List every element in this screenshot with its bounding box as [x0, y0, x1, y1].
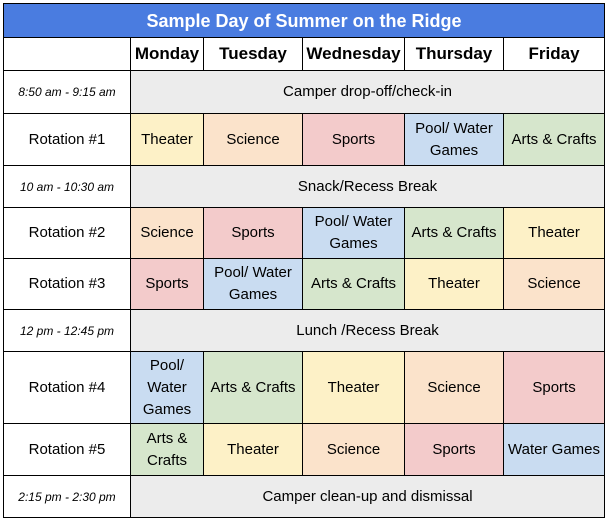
- day-header-thursday: Thursday: [405, 38, 504, 71]
- rotation-label: Rotation #1: [4, 114, 131, 166]
- time-label: 10 am - 10:30 am: [4, 166, 131, 208]
- activity-label: Theater: [528, 224, 580, 241]
- activity-label: Sports: [231, 224, 275, 241]
- activity-cell-wednesday: [303, 424, 405, 476]
- activity-label: Theater: [428, 275, 480, 292]
- activity-cell-thursday: [405, 352, 504, 424]
- title-row: [4, 4, 605, 38]
- activity-label: Arts & Crafts: [511, 130, 597, 148]
- activity-label: Theater: [141, 130, 193, 148]
- activity-cell-wednesday: [303, 208, 405, 259]
- activity-label: Sports: [331, 130, 376, 148]
- break-activity: Camper drop-off/check-in: [131, 71, 605, 114]
- activity-label: Theater: [327, 378, 380, 396]
- break-activity: Snack/Recess Break: [131, 166, 605, 208]
- day-header-wednesday: Wednesday: [303, 38, 405, 71]
- activity-cell-friday: [504, 208, 605, 259]
- activity-label: Arts & Crafts: [146, 429, 188, 469]
- time-label: 8:50 am - 9:15 am: [4, 71, 131, 114]
- schedule-table: [3, 3, 605, 518]
- rotation-row: [4, 259, 605, 310]
- schedule-title: Sample Day of Summer on the Ridge: [4, 4, 605, 38]
- time-label: 2:15 pm - 2:30 pm: [4, 476, 131, 518]
- break-row: [4, 71, 605, 114]
- activity-label: Science: [427, 378, 481, 396]
- activity-cell-monday: [131, 352, 204, 424]
- activity-cell-tuesday: [204, 424, 303, 476]
- activity-label: Sports: [145, 275, 189, 292]
- break-row: [4, 166, 605, 208]
- day-header-monday: Monday: [131, 38, 204, 71]
- rotation-row: [4, 424, 605, 476]
- activity-label: Science: [326, 440, 381, 458]
- time-label: 12 pm - 12:45 pm: [4, 310, 131, 352]
- schedule-body: [4, 71, 605, 518]
- activity-cell-friday: [504, 352, 605, 424]
- break-activity: Camper clean-up and dismissal: [131, 476, 605, 518]
- activity-cell-wednesday: [303, 259, 405, 310]
- rotation-label: Rotation #2: [4, 208, 131, 259]
- day-header-tuesday: Tuesday: [204, 38, 303, 71]
- break-row: [4, 476, 605, 518]
- activity-cell-tuesday: [204, 114, 303, 166]
- activity-label: Theater: [227, 440, 279, 458]
- activity-cell-monday: [131, 114, 204, 166]
- activity-cell-thursday: [405, 424, 504, 476]
- activity-cell-wednesday: [303, 114, 405, 166]
- activity-label: Sports: [432, 440, 476, 458]
- activity-label: Science: [527, 275, 581, 292]
- activity-label: Arts & Crafts: [411, 224, 497, 241]
- activity-label: Pool/ Water Games: [415, 119, 493, 159]
- activity-cell-thursday: [405, 114, 504, 166]
- activity-cell-tuesday: [204, 208, 303, 259]
- day-header-friday: Friday: [504, 38, 605, 71]
- activity-cell-friday: [504, 424, 605, 476]
- activity-label: Sports: [532, 378, 576, 396]
- activity-cell-monday: [131, 208, 204, 259]
- activity-label: Arts & Crafts: [310, 275, 396, 292]
- activity-cell-tuesday: [204, 352, 303, 424]
- corner-cell: [4, 38, 131, 71]
- activity-cell-monday: [131, 424, 204, 476]
- activity-cell-friday: [504, 259, 605, 310]
- rotation-label: Rotation #5: [4, 424, 131, 476]
- activity-label: Science: [140, 224, 194, 241]
- activity-cell-thursday: [405, 208, 504, 259]
- activity-label: Pool/ Water Games: [214, 264, 292, 303]
- day-header-row: [4, 38, 605, 71]
- activity-label: Arts & Crafts: [210, 378, 296, 396]
- break-activity: Lunch /Recess Break: [131, 310, 605, 352]
- activity-cell-tuesday: [204, 259, 303, 310]
- activity-label: Water Games: [508, 440, 601, 458]
- activity-cell-wednesday: [303, 352, 405, 424]
- rotation-row: [4, 114, 605, 166]
- rotation-row: [4, 208, 605, 259]
- activity-label: Science: [226, 130, 280, 148]
- break-row: [4, 310, 605, 352]
- rotation-row: [4, 352, 605, 424]
- activity-cell-monday: [131, 259, 204, 310]
- activity-label: Pool/ Water Games: [142, 356, 192, 418]
- activity-label: Pool/ Water Games: [314, 213, 393, 252]
- activity-cell-thursday: [405, 259, 504, 310]
- activity-cell-friday: [504, 114, 605, 166]
- rotation-label: Rotation #3: [4, 259, 131, 310]
- rotation-label: Rotation #4: [4, 352, 131, 424]
